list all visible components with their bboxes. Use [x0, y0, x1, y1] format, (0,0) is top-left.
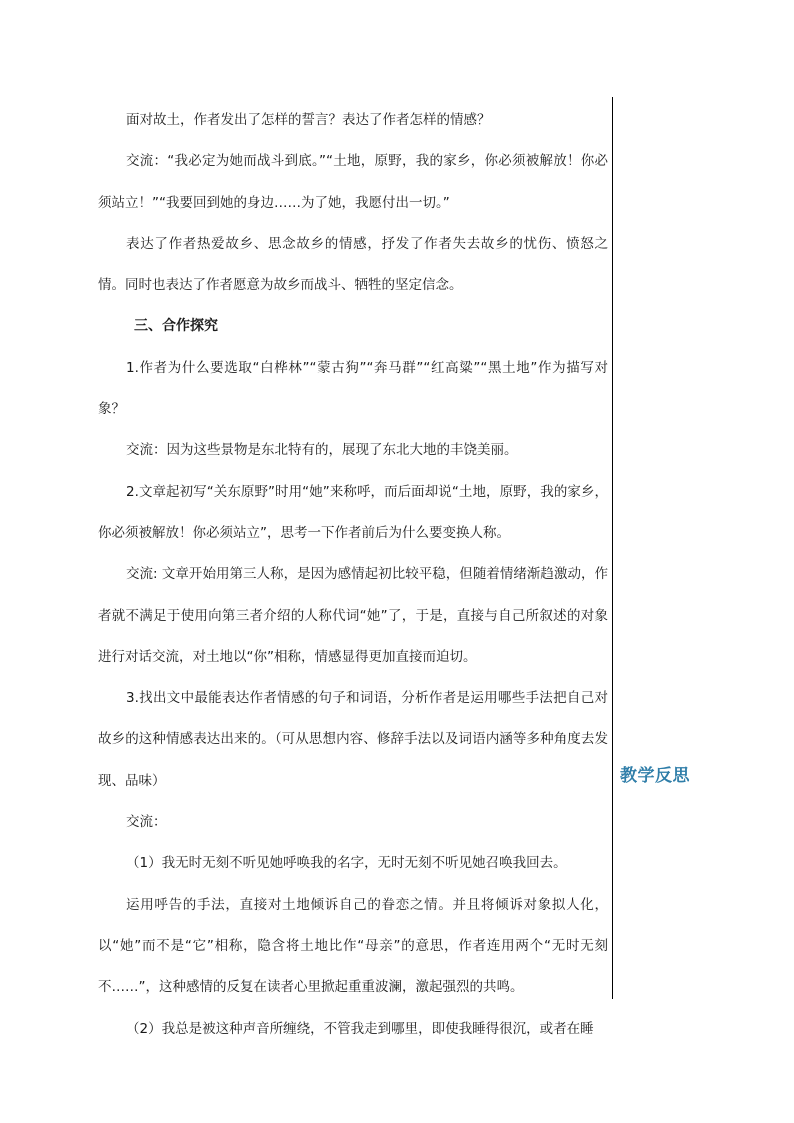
question-3: 3.找出文中最能表达作者情感的句子和词语，分析作者是运用哪些手法把自己对故乡的这种情感表达出来的。（可从思想内容、修辞手法以及词语内涵等多种角度去发现、品味）	[98, 690, 608, 789]
answer-paragraph: 交流：“我必定为她而战斗到底。”“土地，原野，我的家乡，你必须被解放！你必须站立！”“我要回到她的身边……为了她，我愿付出一切。”	[98, 153, 608, 211]
question-2: 2.文章起初写“关东原野”时用“她”来称呼，而后面却说“土地，原野，我的家乡，你必须被解放！你必须站立”，思考一下作者前后为什么要变换人称。	[98, 483, 608, 541]
teaching-reflection-label: 教学反思	[620, 766, 690, 786]
analysis-paragraph: 表达了作者热爱故乡、思念故乡的情感，抒发了作者失去故乡的忧伤、愤怒之情。同时也表达了作者愿意为故乡而战斗、牺牲的坚定信念。	[98, 235, 608, 294]
answer-3-label: 交流：	[126, 814, 167, 831]
quote-1-analysis: 运用呼告的手法，直接对土地倾诉自己的眷恋之情。并且将倾诉对象拟人化，以“她”而不是“它”相称，隐含将土地比作“母亲”的意思，作者连用两个“无时无刻不……”，这种感情的反复在读者心里掀起重重波澜，激起强烈的共鸣。	[98, 896, 608, 996]
quote-1: （1）我无时无刻不听见她呼唤我的名字，无时无刻不听见她召唤我回去。	[126, 855, 567, 872]
section-heading: 三、合作探究	[134, 318, 218, 335]
question-paragraph: 面对故土，作者发出了怎样的誓言？表达了作者怎样的情感？	[126, 112, 491, 128]
lesson-content	[98, 100, 608, 1050]
question-1: 1.作者为什么要选取“白桦林”“蒙古狗”“奔马群”“红高粱”“黑土地”作为描写对象？	[98, 359, 608, 418]
quote-2: （2）我总是被这种声音所缠绕，不管我走到哪里，即使我睡得很沉，或者在睡	[126, 1020, 594, 1037]
answer-1: 交流：因为这些景物是东北特有的，展现了东北大地的丰饶美丽。	[126, 442, 518, 459]
column-divider	[612, 97, 613, 999]
answer-2: 交流: 文章开始用第三人称，是因为感情起初比较平稳，但随着情绪渐趋激动，作者就不满足于使用向第三者介绍的人称代词“她”了，于是，直接与自己所叙述的对象进行对话交流，对土地以“你”相称，情感显得更加直接而迫切。	[98, 566, 608, 665]
